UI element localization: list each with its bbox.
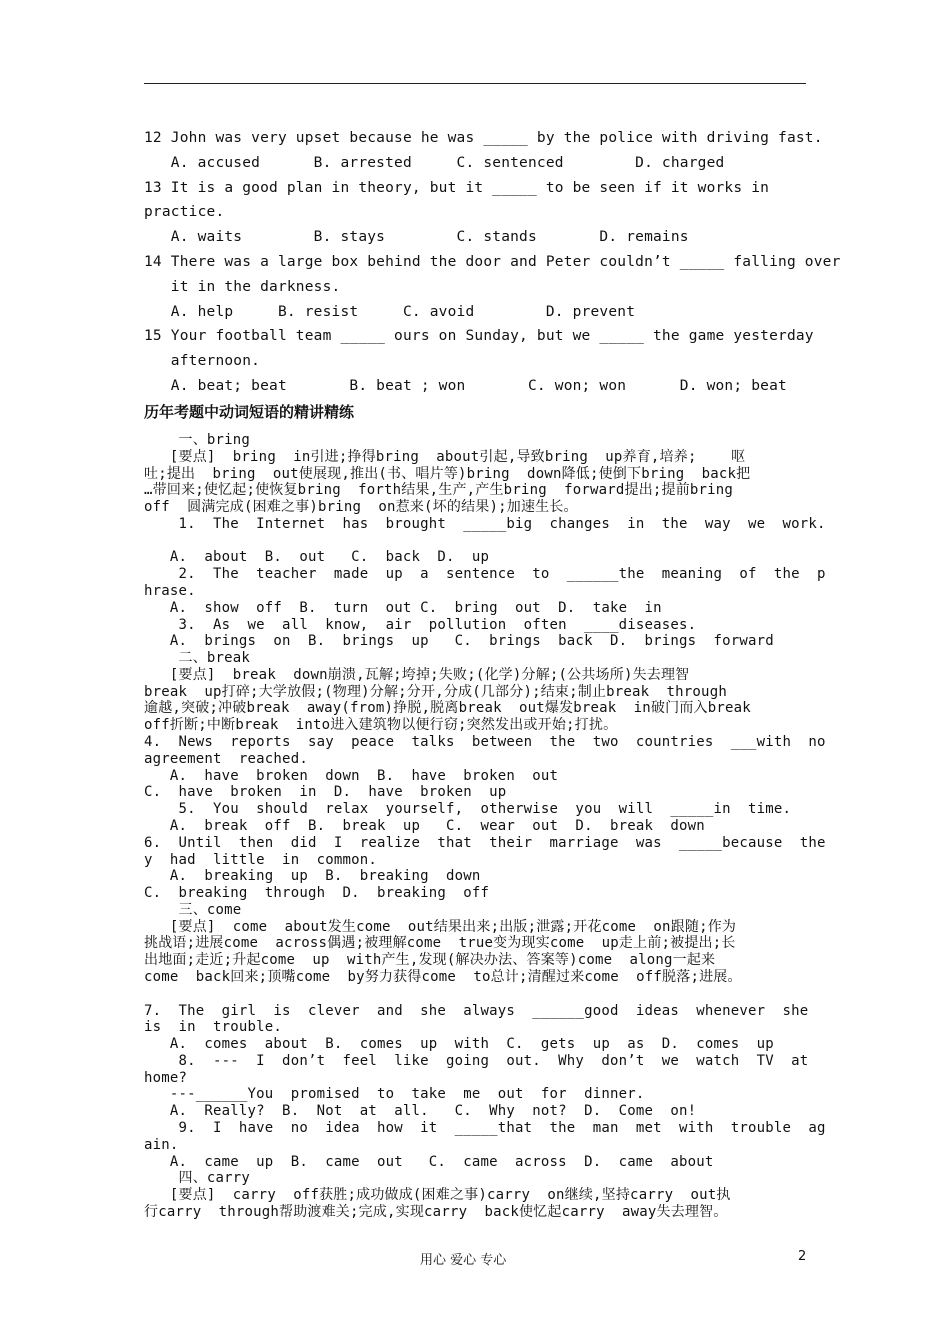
question-line: it in the darkness. — [144, 278, 341, 295]
question-line: A. help B. resist C. avoid D. prevent — [144, 303, 636, 320]
body-line: A. comes about B. comes up with C. gets up as D. comes up — [144, 1036, 774, 1053]
body-line: 1. The Internet has brought _____big changes in the way we work. — [144, 515, 826, 532]
body-line: 吐;提出 bring out使展现,推出(书、唱片等)bring down降低;使倒下bring back把 — [144, 465, 751, 482]
question-line: 12 John was very upset because he was _____ by the police with driving fast. — [144, 130, 823, 146]
body-line: 挑战语;进展come across偶遇;被理解come true变为现实come up走上前;被提出;长 — [144, 935, 736, 952]
body-line: 2. The teacher made up a sentence to ______the meaning of the p — [144, 566, 826, 583]
body-line: break up打碎;大学放假;(物理)分解;分开,分成(几部分);结束;制止break through — [144, 683, 727, 700]
question-line: A. accused B. arrested C. sentenced D. charged — [144, 154, 725, 171]
question-line: A. beat; beat B. beat ; won C. won; won D. won; beat — [144, 378, 787, 394]
body-line: …带回来;使忆起;使恢复bring forth结果,生产,产生bring forward提出;提前bring — [144, 482, 734, 499]
body-line: C. breaking through D. breaking off — [144, 885, 490, 902]
question-line: practice. — [144, 204, 225, 221]
body-line: 4. News reports say peace talks between the two countries ___with no — [144, 734, 826, 751]
body-line: ---______You promised to take me out for dinner. — [144, 1086, 645, 1103]
body-line: 行carry through帮助渡难关;完成,实现carry back使忆起carry away失去理智。 — [144, 1203, 728, 1220]
body-line: A. breaking up B. breaking down — [144, 868, 481, 885]
body-line: off折断;中断break into进入建筑物以便行窃;突然发出或开始;打扰。 — [144, 717, 618, 734]
body-line: 5. You should relax yourself, otherwise you will _____in time. — [144, 801, 792, 818]
question-line: 15 Your football team _____ ours on Sunday, but we _____ the game yesterday — [144, 328, 814, 345]
body-line: [要点] carry off获胜;成功做成(困难之事)carry on继续,坚持carry out执 — [144, 1187, 731, 1204]
body-line: C. have broken in D. have broken up — [144, 784, 507, 801]
body-line: come back回来;顶嘴come by努力获得come to总计;清醒过来come off脱落;进展。 — [144, 968, 742, 985]
question-line: 14 There was a large box behind the door and Peter couldn’t _____ falling over — [144, 254, 841, 270]
body-line: [要点] come about发生come out结果出来;出版;泄露;开花come on跟随;作为 — [144, 918, 737, 935]
body-line: A. Really? B. Not at all. C. Why not? D. Come on! — [144, 1103, 697, 1120]
body-line: [要点] bring in引进;挣得bring about引起,导致bring up养育,培养; 呕 — [144, 448, 746, 465]
section-heading: 历年考题中动词短语的精讲精练 — [144, 403, 355, 421]
body-line: 四、carry — [144, 1170, 251, 1187]
body-line: A. show off B. turn out C. bring out D. take in — [144, 599, 662, 616]
body-line: [要点] break down崩溃,瓦解;垮掉;失败;(化学)分解;(公共场所)失去理智 — [144, 666, 690, 683]
body-line: agreement reached. — [144, 750, 308, 767]
body-line: 3. As we all know, air pollution often ____diseases. — [144, 616, 697, 633]
question-line: afternoon. — [144, 353, 261, 370]
footer-motto: 用心 爱心 专心 — [420, 1253, 507, 1268]
body-line: ain. — [144, 1136, 179, 1153]
body-line: 7. The girl is clever and she always ______good ideas whenever she — [144, 1002, 809, 1019]
body-line: is in trouble. — [144, 1019, 283, 1036]
body-line: off 圆满完成(困难之事)bring on惹来(坏的结果);加速生长。 — [144, 499, 578, 516]
body-line: 8. --- I don’t feel like going out. Why don’t we watch TV at — [144, 1052, 809, 1069]
body-line: home? — [144, 1069, 188, 1086]
body-line: 三、come — [144, 901, 242, 918]
body-line: 一、bring — [144, 432, 251, 448]
body-line: A. brings on B. brings up C. brings back D. brings forward — [144, 633, 774, 650]
body-line: A. about B. out C. back D. up — [144, 549, 490, 566]
body-line: hrase. — [144, 583, 196, 600]
body-line: A. have broken down B. have broken out — [144, 767, 559, 784]
body-line: 出地面;走近;升起come up with产生,发现(解决办法、答案等)come along一起来 — [144, 952, 716, 969]
body-line: 逾越,突破;冲破break away(from)挣脱,脱离break out爆发break in破门而入break — [144, 700, 751, 717]
body-line: A. break off B. break up C. wear out D. break down — [144, 817, 705, 834]
body-line: A. came up B. came out C. came across D. came about — [144, 1153, 714, 1170]
body-line: y had little in common. — [144, 851, 377, 868]
header-rule — [144, 83, 806, 84]
page-number: 2 — [798, 1249, 807, 1264]
question-line: 13 It is a good plan in theory, but it _____ to be seen if it works in — [144, 179, 770, 196]
body-line: 9. I have no idea how it _____that the man met with trouble ag — [144, 1119, 826, 1136]
body-line: 6. Until then did I realize that their marriage was _____because the — [144, 834, 826, 851]
question-line: A. waits B. stays C. stands D. remains — [144, 229, 689, 246]
body-line: 二、break — [144, 650, 251, 667]
